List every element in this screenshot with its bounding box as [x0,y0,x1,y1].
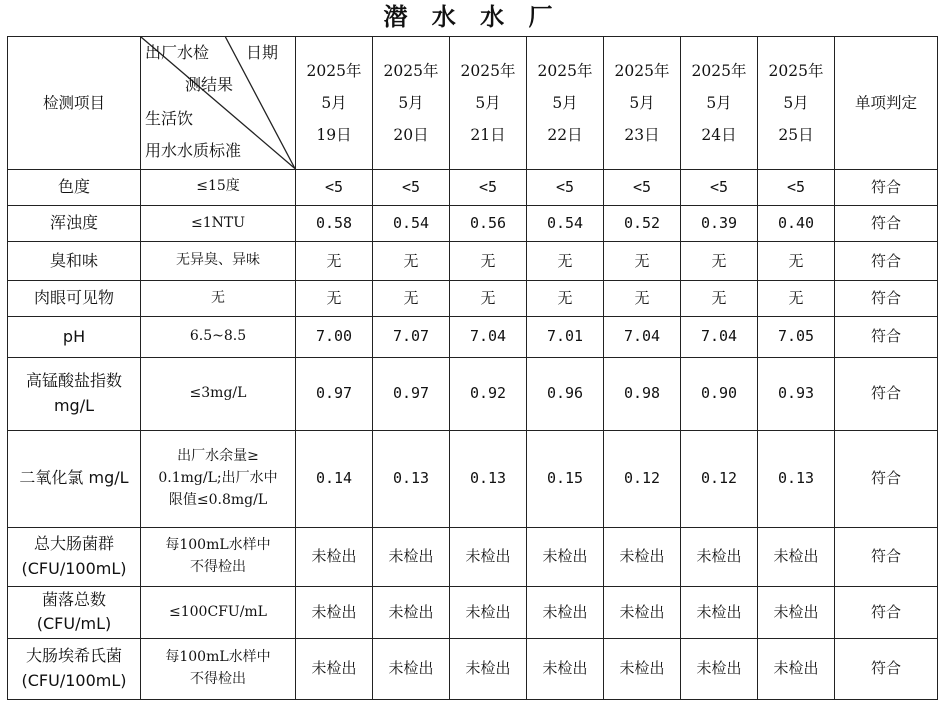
standard-line: 出厂水余量≥ [177,448,259,465]
corner-label-date: 日期 [246,43,279,62]
result-value-cell: 7.04 [604,317,681,357]
result-value-cell: 无 [681,280,758,316]
item-name-line: 高锰酸盐指数 [25,370,122,390]
result-value-cell: 无 [527,242,604,280]
judgement-cell: 符合 [835,430,938,527]
table-row [8,357,938,430]
date-year: 2025年 [383,61,439,80]
result-value-cell: 0.56 [450,206,527,242]
table-row [8,242,938,280]
result-value-cell: 无 [450,280,527,316]
date-month: 5月 [629,93,655,112]
standard-cell [141,586,296,639]
standard-line: 无 [211,289,225,306]
judgement-cell: 符合 [835,280,938,316]
result-value-cell: 0.39 [681,206,758,242]
date-month: 5月 [552,93,578,112]
result-value-cell: 未检出 [758,639,835,700]
standard-cell [141,280,296,316]
water-quality-table [7,36,938,700]
result-value-cell: 未检出 [527,527,604,586]
date-day: 21日 [470,125,506,144]
item-name-line: pH [62,326,86,346]
item-name-line: mg/L [53,395,95,415]
item-name-line: 大肠埃希氏菌 [25,646,122,666]
result-value-cell: 无 [681,242,758,280]
date-day: 24日 [701,125,737,144]
judgement-cell: 符合 [835,527,938,586]
result-value-cell: 未检出 [450,527,527,586]
date-year: 2025年 [768,61,824,80]
date-cell [681,37,758,170]
item-name-cell [8,169,141,205]
table-row [8,169,938,205]
date-cell [296,37,373,170]
result-value-cell: 未检出 [681,586,758,639]
result-value-cell: 0.14 [296,430,373,527]
item-name-cell [8,242,141,280]
date-month: 5月 [475,93,501,112]
result-value-cell: 0.52 [604,206,681,242]
result-value-cell: 未检出 [681,639,758,700]
date-day: 19日 [316,125,352,144]
result-value-cell: 未检出 [758,527,835,586]
result-value-cell: 7.05 [758,317,835,357]
item-name-line: 菌落总数 [41,589,106,609]
standard-line: 每100mL水样中 [165,649,271,666]
standard-line: 每100mL水样中 [165,537,271,554]
result-value-cell: 7.04 [681,317,758,357]
result-value-cell: 0.96 [527,357,604,430]
result-value-cell: 未检出 [604,586,681,639]
result-value-cell: 无 [296,280,373,316]
result-value-cell: 无 [527,280,604,316]
judgement-cell: 符合 [835,169,938,205]
result-value-cell: 7.01 [527,317,604,357]
table-row [8,206,938,242]
standard-line: 不得检出 [190,558,246,575]
result-value-cell: 未检出 [450,586,527,639]
result-value-cell: 无 [758,280,835,316]
standard-line: 无异臭、异味 [176,252,260,269]
standard-cell [141,242,296,280]
item-name-cell [8,430,141,527]
table-row [8,280,938,316]
item-name-cell [8,357,141,430]
standard-cell [141,639,296,700]
date-day: 23日 [624,125,660,144]
date-year: 2025年 [691,61,747,80]
date-day: 25日 [778,125,814,144]
judgement-cell: 符合 [835,317,938,357]
result-value-cell: 7.00 [296,317,373,357]
result-value-cell: 未检出 [604,639,681,700]
standard-line: 6.5~8.5 [189,328,247,345]
corner-label-bottom-1: 生活饮 [145,109,194,128]
date-cell [758,37,835,170]
result-value-cell: 未检出 [296,527,373,586]
result-value-cell: 0.93 [758,357,835,430]
result-value-cell: 未检出 [373,527,450,586]
item-name-line: 二氧化氯 mg/L [19,468,129,488]
result-value-cell: 0.90 [681,357,758,430]
date-year: 2025年 [306,61,362,80]
item-name-line: (CFU/mL) [36,614,112,634]
standard-line: 不得检出 [190,671,246,688]
date-month: 5月 [706,93,732,112]
result-value-cell: 未检出 [373,586,450,639]
date-day: 22日 [547,125,583,144]
result-value-cell: 无 [450,242,527,280]
corner-label-top-left: 出厂水检 [145,43,210,62]
result-value-cell: 未检出 [527,639,604,700]
standard-line: ≤3mg/L [189,384,247,401]
date-month: 5月 [321,93,347,112]
header-row [8,37,938,170]
result-value-cell: 未检出 [296,586,373,639]
judgement-cell: 符合 [835,639,938,700]
table-row [8,430,938,527]
standard-line: 限值≤0.8mg/L [168,491,268,508]
corner-label-bottom-2: 用水水质标准 [145,141,242,160]
date-cell [450,37,527,170]
result-value-cell: 0.12 [681,430,758,527]
result-value-cell: <5 [681,169,758,205]
date-cell [527,37,604,170]
page-title: 潜 水 水 厂 [383,3,561,31]
result-value-cell: 无 [373,280,450,316]
table-row [8,586,938,639]
table-row [8,639,938,700]
result-value-cell: 未检出 [681,527,758,586]
item-name-cell [8,317,141,357]
result-value-cell: 无 [604,242,681,280]
result-value-cell: <5 [527,169,604,205]
date-cell [373,37,450,170]
date-cell [604,37,681,170]
date-month: 5月 [398,93,424,112]
item-name-line: 臭和味 [49,250,98,270]
item-name-line: 肉眼可见物 [33,288,114,308]
item-name-cell [8,206,141,242]
item-name-line: (CFU/100mL) [21,671,127,691]
item-name-cell [8,586,141,639]
result-value-cell: 7.04 [450,317,527,357]
standard-line: ≤1NTU [190,214,246,231]
item-name-cell [8,639,141,700]
item-name-line: 总大肠菌群 [33,533,114,553]
result-value-cell: 0.13 [758,430,835,527]
standard-line: ≤100CFU/mL [169,603,267,620]
judgement-cell: 符合 [835,206,938,242]
date-year: 2025年 [537,61,593,80]
result-value-cell: 0.12 [604,430,681,527]
result-value-cell: 0.92 [450,357,527,430]
result-value-cell: <5 [296,169,373,205]
standard-cell [141,206,296,242]
date-year: 2025年 [460,61,516,80]
standard-cell [141,317,296,357]
result-value-cell: 0.97 [296,357,373,430]
standard-cell [141,527,296,586]
result-value-cell: 无 [604,280,681,316]
result-value-cell: 无 [758,242,835,280]
date-year: 2025年 [614,61,670,80]
table-row [8,527,938,586]
result-value-cell: 0.58 [296,206,373,242]
judgement-cell: 符合 [835,242,938,280]
result-value-cell: 0.13 [373,430,450,527]
result-value-cell: 0.54 [373,206,450,242]
result-value-cell: 0.40 [758,206,835,242]
result-value-cell: <5 [604,169,681,205]
item-name-line: 色度 [57,176,90,196]
result-value-cell: 7.07 [373,317,450,357]
standard-line: 0.1mg/L;出厂水中 [158,469,278,486]
result-value-cell: <5 [373,169,450,205]
result-value-cell: 0.97 [373,357,450,430]
result-value-cell: 未检出 [296,639,373,700]
item-name-line: 浑浊度 [49,213,98,233]
result-value-cell: <5 [450,169,527,205]
standard-cell [141,169,296,205]
result-value-cell: 未检出 [373,639,450,700]
result-value-cell: 未检出 [604,527,681,586]
result-value-cell: 无 [296,242,373,280]
corner-label-mid: 测结果 [185,75,234,94]
table-row [8,317,938,357]
result-value-cell: 0.15 [527,430,604,527]
item-name-cell [8,527,141,586]
result-value-cell: 0.13 [450,430,527,527]
judgement-cell: 符合 [835,357,938,430]
result-value-cell: 未检出 [450,639,527,700]
date-month: 5月 [783,93,809,112]
header-item-cell: 检测项目 [8,37,141,170]
judgement-cell: 符合 [835,586,938,639]
result-value-cell: 0.98 [604,357,681,430]
result-value-cell: <5 [758,169,835,205]
result-value-cell: 0.54 [527,206,604,242]
standard-cell [141,357,296,430]
result-value-cell: 未检出 [758,586,835,639]
standard-line: ≤15度 [196,178,240,195]
item-name-line: (CFU/100mL) [21,558,127,578]
diagonal-header-cell [141,37,296,170]
standard-cell [141,430,296,527]
result-value-cell: 无 [373,242,450,280]
header-judge-cell: 单项判定 [835,37,938,170]
result-value-cell: 未检出 [527,586,604,639]
date-day: 20日 [393,125,429,144]
item-name-cell [8,280,141,316]
